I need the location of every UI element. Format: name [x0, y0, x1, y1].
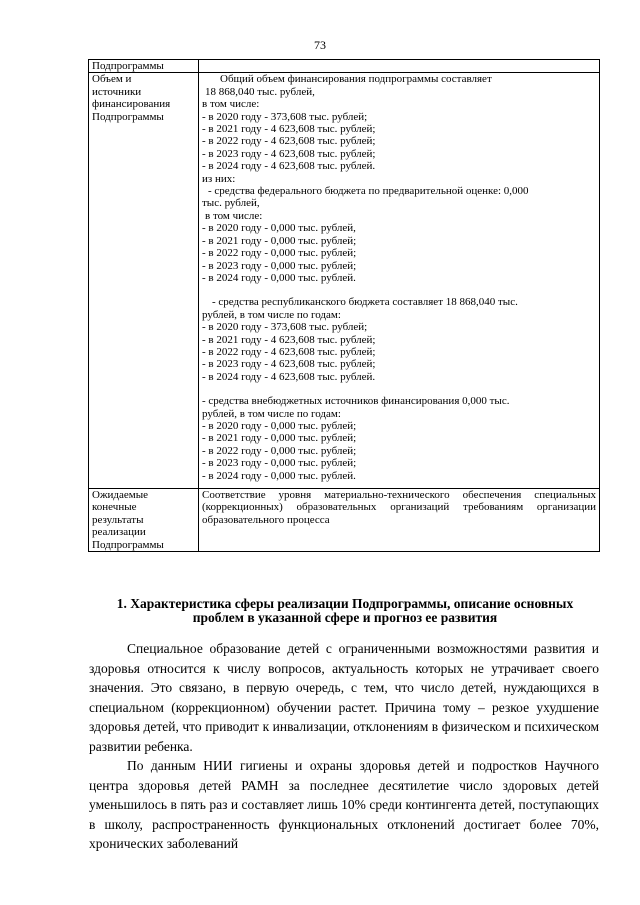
funding-line: - в 2020 году - 0,000 тыс. рублей,	[202, 222, 356, 235]
funding-line: - средства федерального бюджета по предварительной оценке: 0,000	[208, 185, 529, 198]
funding-label-cell	[89, 73, 199, 489]
funding-line: - в 2023 году - 0,000 тыс. рублей;	[202, 259, 357, 272]
results-label-line: конечные	[92, 501, 137, 514]
funding-line: - в 2023 году - 4 623,608 тыс. рублей;	[202, 358, 376, 371]
funding-line: в том числе:	[205, 209, 263, 222]
section-heading: 1. Характеристика сферы реализации Подпрограммы, описание основных проблем в указанной сфере и прогноз ее развития	[116, 596, 574, 625]
results-label-line: реализации	[92, 526, 146, 539]
funding-line: - в 2022 году - 4 623,608 тыс. рублей;	[202, 135, 376, 148]
paragraph: По данным НИИ гигиены и охраны здоровья детей и подростков Научного центра здоровья детей РАМН за последнее десятилетие число здоровых детей уменьшилось в пять раз и составляет лишь 10% среди контингента детей, поступающих в школу, распространенность функциональных отклонений достигает более 70%, хронических заболеваний	[89, 758, 599, 851]
funding-row	[89, 73, 600, 489]
funding-line: - в 2023 году - 4 623,608 тыс. рублей;	[202, 147, 376, 160]
funding-line: Общий объем финансирования подпрограммы составляет	[220, 73, 492, 86]
funding-line: - в 2021 году - 4 623,608 тыс. рублей;	[202, 123, 376, 136]
results-text-cell: Соответствие уровня материально-технического обеспечения специальных (коррекционных) образовательных организаций требованиям организации образовательного процесса	[199, 489, 600, 552]
funding-line: - в 2024 году - 0,000 тыс. рублей.	[202, 469, 356, 482]
page-number: 73	[314, 38, 326, 52]
results-label-line: Ожидаемые	[92, 489, 149, 501]
funding-line: - в 2023 году - 0,000 тыс. рублей;	[202, 457, 357, 470]
funding-line: - в 2022 году - 0,000 тыс. рублей;	[202, 444, 357, 457]
funding-line: рублей, в том числе по годам:	[202, 407, 341, 420]
funding-line: - средства республиканского бюджета составляет 18 868,040 тыс.	[212, 296, 518, 309]
results-label-cell	[89, 489, 199, 552]
funding-line: - в 2024 году - 0,000 тыс. рублей.	[202, 271, 356, 284]
body-text	[89, 639, 599, 854]
paragraph: Специальное образование детей с ограниченными возможностями развития и здоровья относится к числу вопросов, актуальность которых не утрачивает своего значения. Это связано, в первую очередь, с тем, что число детей, нуждающихся в специальном (коррекционном) обучении растет. Причина тому – резкое ухудшение здоровья детей, что приводит к инвализации, отклонениям в физическом и психическом развитии ребенка.	[89, 641, 599, 754]
funding-line: - в 2022 году - 0,000 тыс. рублей;	[202, 247, 357, 260]
funding-line: - в 2021 году - 0,000 тыс. рублей;	[202, 234, 357, 247]
funding-line: 18 868,040 тыс. рублей,	[205, 85, 315, 98]
funding-line: - в 2020 году - 0,000 тыс. рублей;	[202, 419, 357, 432]
results-row	[89, 489, 600, 552]
results-label-line: Подпрограммы	[92, 538, 164, 551]
funding-line: - в 2024 году - 4 623,608 тыс. рублей.	[202, 370, 376, 383]
spacer	[202, 284, 596, 296]
funding-line: - средства внебюджетных источников финансирования 0,000 тыс.	[202, 395, 510, 408]
funding-line: - в 2021 году - 0,000 тыс. рублей;	[202, 432, 357, 445]
funding-label-line: Подпрограммы	[92, 110, 164, 123]
subprogram-passport-table	[88, 59, 600, 552]
funding-details-cell	[199, 73, 600, 489]
funding-line: - в 2021 году - 4 623,608 тыс. рублей;	[202, 333, 376, 346]
funding-label-line: Объем и	[92, 73, 132, 86]
funding-line: в том числе:	[202, 98, 260, 111]
spacer	[202, 383, 596, 395]
results-label-line: результаты	[92, 513, 144, 526]
funding-line: - в 2020 году - 373,608 тыс. рублей;	[202, 110, 368, 123]
table-header-empty-cell	[199, 60, 600, 73]
table-header-row	[89, 60, 600, 73]
funding-line: - в 2022 году - 4 623,608 тыс. рублей;	[202, 345, 376, 358]
funding-line: тыс. рублей,	[202, 197, 260, 210]
funding-label-line: финансирования	[92, 98, 171, 111]
funding-label-line: источники	[92, 85, 142, 98]
funding-line: из них:	[202, 172, 236, 185]
funding-line: рублей, в том числе по годам:	[202, 308, 341, 321]
table-header-cell: Подпрограммы	[89, 60, 199, 73]
funding-line: - в 2020 году - 373,608 тыс. рублей;	[202, 321, 368, 334]
funding-line: - в 2024 году - 4 623,608 тыс. рублей.	[202, 160, 376, 173]
